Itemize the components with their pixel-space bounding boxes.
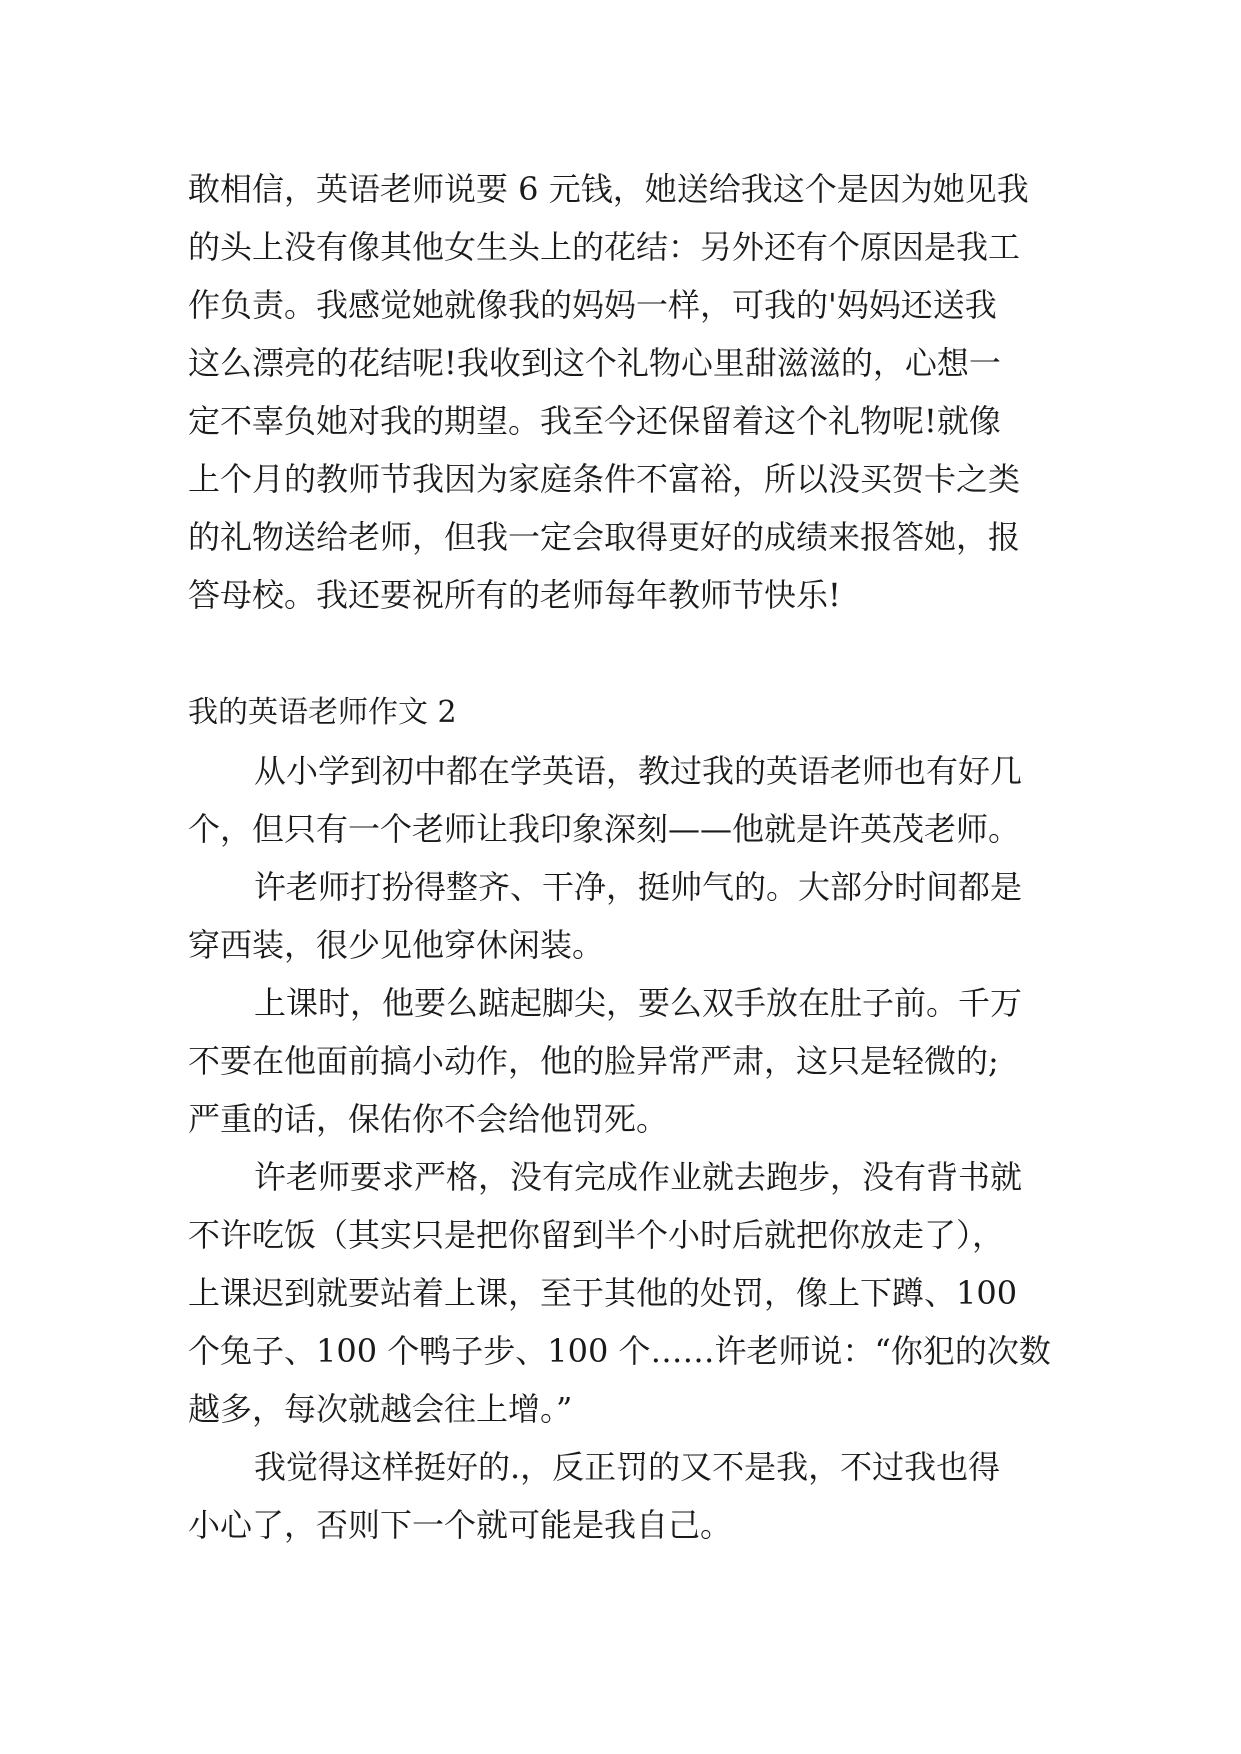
text-line: 从小学到初中都在学英语，教过我的英语老师也有好几 — [254, 752, 1023, 790]
paragraph — [188, 742, 1068, 858]
text-line: 许老师打扮得整齐、干净，挺帅气的。大部分时间都是 — [254, 868, 1023, 906]
text-line: 答母校。我还要祝所有的老师每年教师节快乐! — [188, 576, 841, 614]
text-line: 越多，每次就越会往上增。” — [188, 1390, 573, 1428]
text-line: 这么漂亮的花结呢!我收到这个礼物心里甜滋滋的，心想一 — [188, 344, 1001, 382]
essay-body — [188, 742, 1068, 1554]
text-line: 我觉得这样挺好的.，反正罚的又不是我，不过我也得 — [254, 1448, 1001, 1486]
text-line: 个兔子、100 个鸭子步、100 个……许老师说：“你犯的次数 — [188, 1332, 1051, 1370]
text-line: 的头上没有像其他女生头上的花结：另外还有个原因是我工 — [188, 228, 1021, 266]
text-line: 上个月的教师节我因为家庭条件不富裕，所以没买贺卡之类 — [188, 460, 1021, 498]
text-line: 个，但只有一个老师让我印象深刻——他就是许英茂老师。 — [188, 810, 1021, 848]
text-line: 敢相信，英语老师说要 6 元钱，她送给我这个是因为她见我 — [188, 170, 1029, 208]
essay-title: 我的英语老师作文 2 — [188, 695, 457, 730]
paragraph — [188, 858, 1068, 974]
paragraph — [188, 1438, 1068, 1554]
text-line: 上课迟到就要站着上课，至于其他的处罚，像上下蹲、100 — [188, 1274, 1018, 1312]
paragraph-continued — [188, 160, 1068, 624]
text-line: 的礼物送给老师，但我一定会取得更好的成绩来报答她，报 — [188, 518, 1021, 556]
text-line: 许老师要求严格，没有完成作业就去跑步，没有背书就 — [254, 1158, 1023, 1196]
text-line: 定不辜负她对我的期望。我至今还保留着这个礼物呢!就像 — [188, 402, 1001, 440]
text-line: 不许吃饭（其实只是把你留到半个小时后就把你放走了）， — [188, 1216, 1005, 1254]
text-line: 上课时，他要么踮起脚尖，要么双手放在肚子前。千万 — [254, 984, 1023, 1022]
text-line: 小心了，否则下一个就可能是我自己。 — [188, 1506, 733, 1544]
text-line: 严重的话，保佑你不会给他罚死。 — [188, 1100, 669, 1138]
text-line: 不要在他面前搞小动作，他的脸异常严肃，这只是轻微的; — [188, 1042, 999, 1080]
text-line: 作负责。我感觉她就像我的妈妈一样，可我的'妈妈还送我 — [188, 286, 997, 324]
paragraph — [188, 1148, 1068, 1438]
text-line: 穿西装，很少见他穿休闲装。 — [188, 926, 605, 964]
paragraph — [188, 974, 1068, 1148]
